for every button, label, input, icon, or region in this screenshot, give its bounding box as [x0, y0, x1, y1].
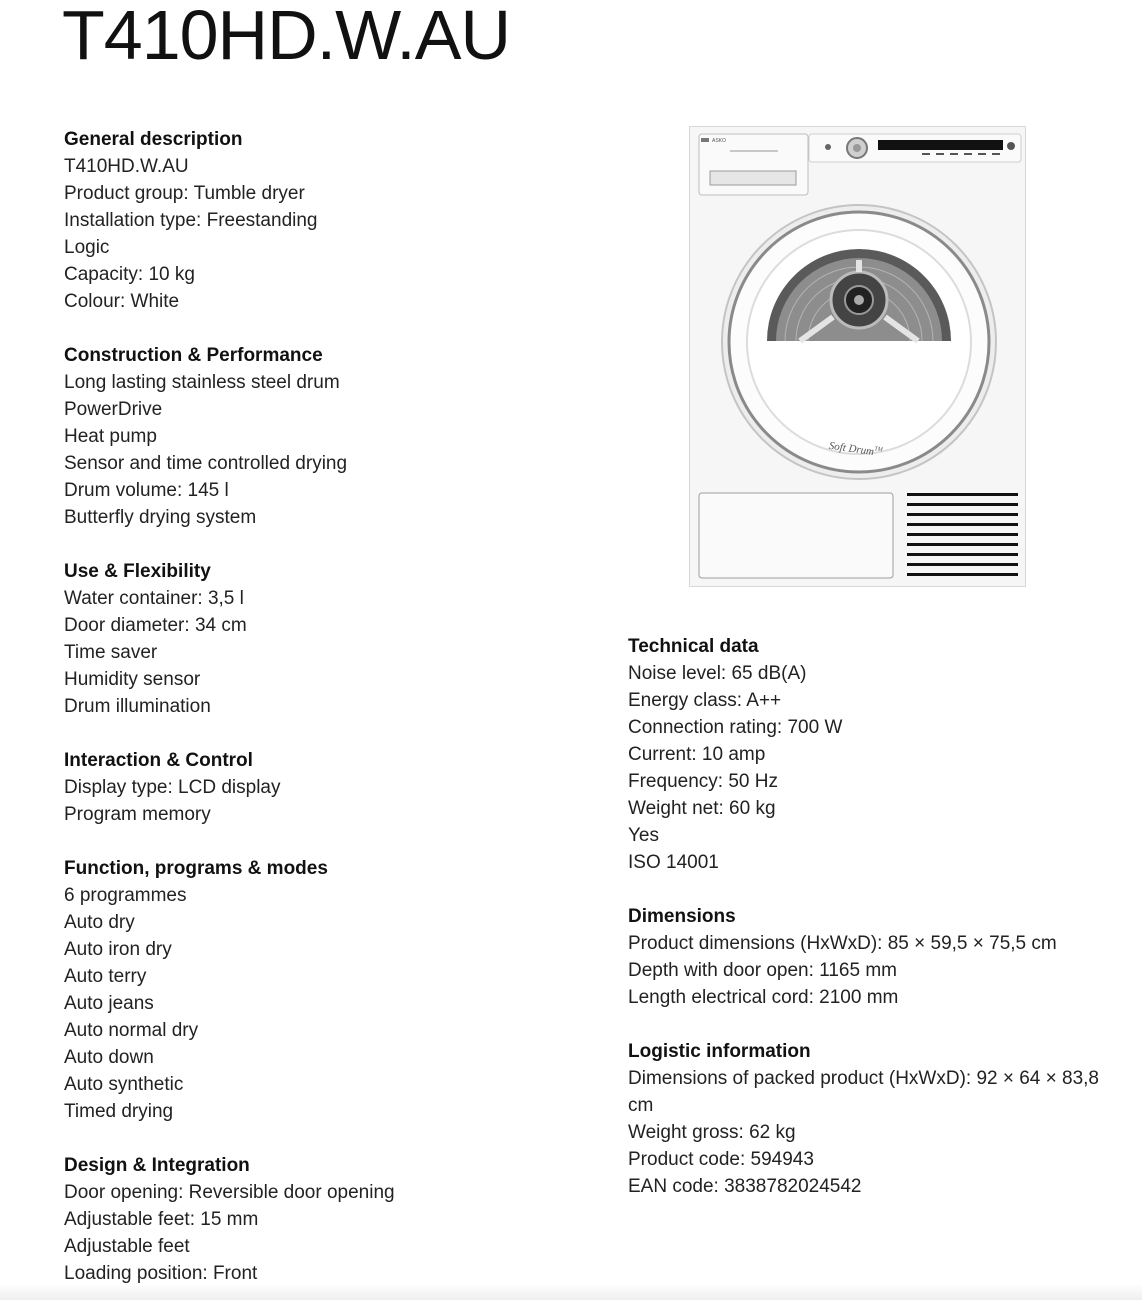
section-items — [64, 153, 584, 315]
spec-item: Product code: 594943 — [628, 1149, 814, 1170]
spec-item: Length electrical cord: 2100 mm — [628, 987, 899, 1008]
spec-item: Connection rating: 700 W — [628, 717, 843, 738]
spec-item: Depth with door open: 1165 mm — [628, 960, 897, 981]
spec-item: Door opening: Reversible door opening — [64, 1182, 395, 1203]
door-label-mark: TM — [873, 446, 884, 454]
spec-item: Yes — [628, 825, 659, 846]
page-title: T410HD.W.AU — [62, 0, 510, 74]
spec-item: EAN code: 3838782024542 — [628, 1176, 862, 1197]
spec-item: Long lasting stainless steel drum — [64, 372, 340, 393]
spec-item: Noise level: 65 dB(A) — [628, 663, 807, 684]
section-title: Interaction & Control — [64, 750, 253, 771]
section-items — [64, 585, 584, 720]
section-title: Design & Integration — [64, 1155, 250, 1176]
spec-section — [64, 342, 584, 531]
spec-item: Timed drying — [64, 1101, 174, 1122]
spec-item: Capacity: 10 kg — [64, 264, 195, 285]
spec-item: Frequency: 50 Hz — [628, 771, 778, 792]
spec-item: Dimensions of packed product (HxWxD): 92 × 64 × 83,8 cm — [628, 1068, 1100, 1116]
section-title: Technical data — [628, 636, 759, 657]
spec-item: Energy class: A++ — [628, 690, 782, 711]
spec-item: Colour: White — [64, 291, 180, 312]
spec-item: Time saver — [64, 642, 158, 663]
spec-item: Logic — [64, 237, 110, 258]
spec-section — [64, 747, 584, 828]
spec-item: Door diameter: 34 cm — [64, 615, 247, 636]
section-items — [64, 369, 584, 531]
spec-item: Humidity sensor — [64, 669, 201, 690]
section-items — [64, 882, 584, 1125]
spec-section — [64, 126, 584, 315]
spec-item: Program memory — [64, 804, 211, 825]
spec-item: ISO 14001 — [628, 852, 719, 873]
section-items — [628, 660, 1108, 876]
right-spec-column — [628, 633, 1108, 1227]
section-items — [628, 930, 1108, 1011]
spec-item: PowerDrive — [64, 399, 163, 420]
spec-item: Loading position: Front — [64, 1263, 258, 1284]
spec-item: Adjustable feet: 15 mm — [64, 1209, 259, 1230]
spec-item: Product dimensions (HxWxD): 85 × 59,5 × 75,5 cm — [628, 933, 1057, 954]
spec-item: Heat pump — [64, 426, 157, 447]
spec-item: 6 programmes — [64, 885, 187, 906]
section-title: General description — [64, 129, 243, 150]
spec-item: Auto jeans — [64, 993, 154, 1014]
spec-item: Butterfly drying system — [64, 507, 257, 528]
brand-label: ASKO — [712, 138, 726, 144]
spec-item: Weight net: 60 kg — [628, 798, 776, 819]
spec-item: Weight gross: 62 kg — [628, 1122, 796, 1143]
door-label: Soft Drum — [828, 439, 875, 459]
spec-item: Installation type: Freestanding — [64, 210, 318, 231]
spec-item: Drum volume: 145 l — [64, 480, 229, 501]
spec-item: Auto iron dry — [64, 939, 172, 960]
spec-item: Auto normal dry — [64, 1020, 199, 1041]
section-title: Logistic information — [628, 1041, 811, 1062]
section-title: Use & Flexibility — [64, 561, 211, 582]
section-items — [64, 774, 584, 828]
spec-item: Auto dry — [64, 912, 135, 933]
spec-item: Sensor and time controlled drying — [64, 453, 348, 474]
section-title: Dimensions — [628, 906, 736, 927]
spec-section — [628, 633, 1108, 876]
spec-item: Adjustable feet — [64, 1236, 190, 1257]
spec-item: Display type: LCD display — [64, 777, 281, 798]
spec-item: Auto synthetic — [64, 1074, 184, 1095]
left-spec-column — [64, 126, 584, 1314]
spec-item: Product group: Tumble dryer — [64, 183, 305, 204]
spec-item: T410HD.W.AU — [64, 156, 189, 177]
spec-item: Current: 10 amp — [628, 744, 766, 765]
section-title: Function, programs & modes — [64, 858, 328, 879]
bottom-fade — [0, 1284, 1142, 1300]
section-items — [628, 1065, 1108, 1200]
spec-section — [628, 903, 1108, 1011]
section-title: Construction & Performance — [64, 345, 323, 366]
spec-item: Auto terry — [64, 966, 147, 987]
spec-item: Drum illumination — [64, 696, 211, 717]
spec-section — [64, 1152, 584, 1287]
spec-item: Auto down — [64, 1047, 154, 1068]
spec-item: Water container: 3,5 l — [64, 588, 244, 609]
spec-section — [64, 558, 584, 720]
section-items — [64, 1179, 584, 1287]
spec-section — [64, 855, 584, 1125]
product-image — [689, 126, 1026, 587]
spec-section — [628, 1038, 1108, 1200]
